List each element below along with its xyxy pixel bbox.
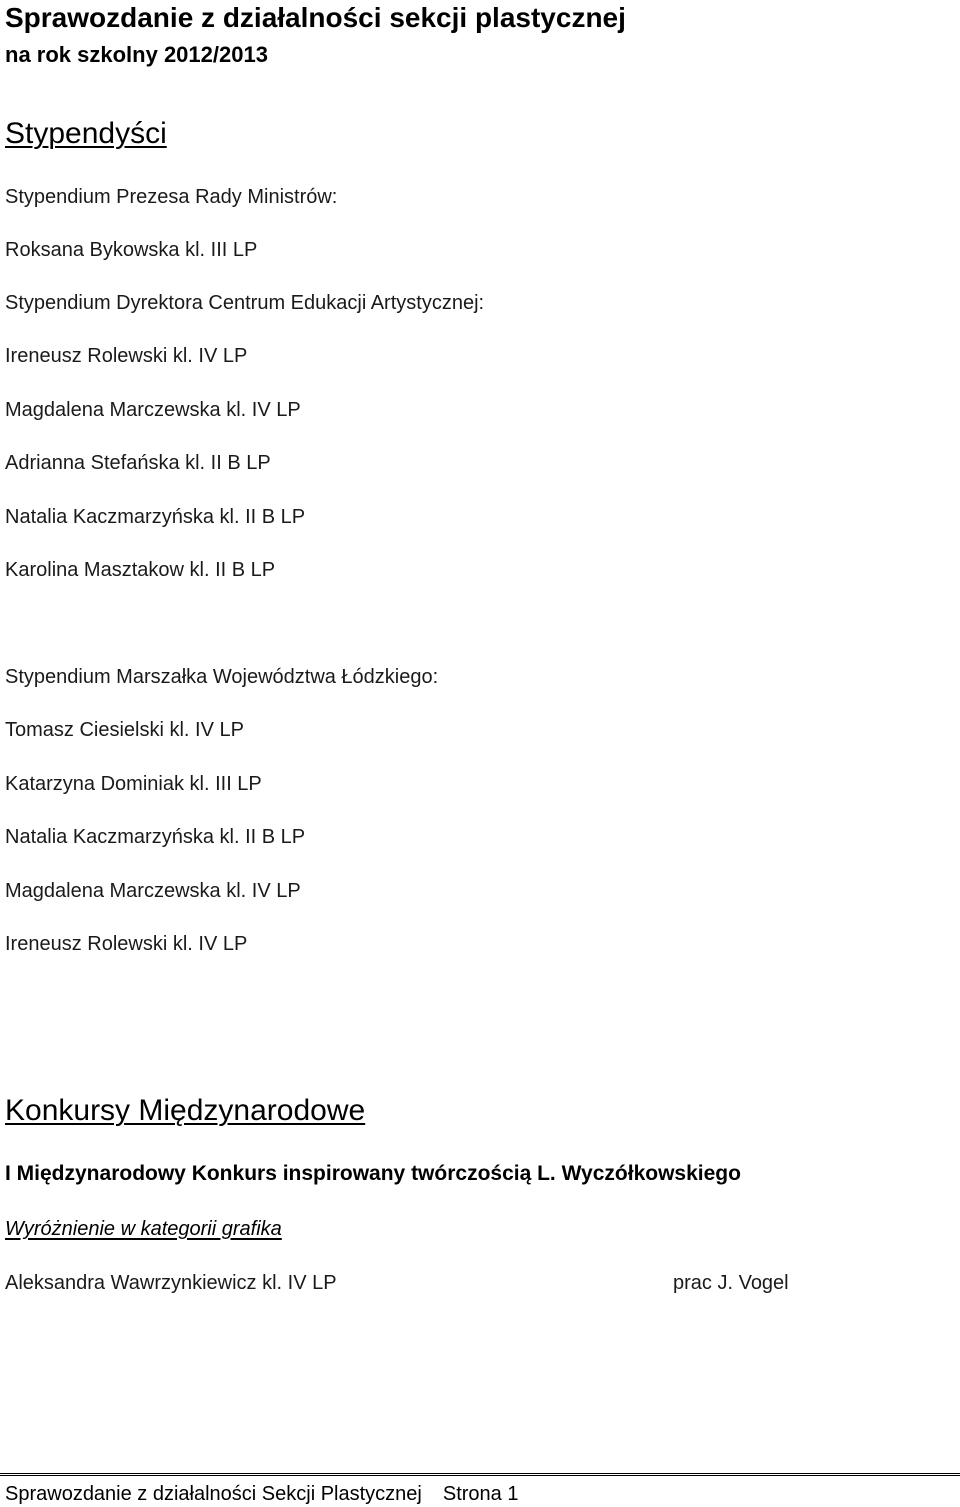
page-footer: [5, 1482, 518, 1506]
document-subtitle: na rok szkolny 2012/2013: [5, 42, 268, 67]
list-item: Ireneusz Rolewski kl. IV LP: [5, 933, 248, 955]
list-item: Natalia Kaczmarzyńska kl. II B LP: [5, 506, 306, 528]
list-item: Roksana Bykowska kl. III LP: [5, 239, 258, 261]
heading-prime-minister-scholarship: Stypendium Prezesa Rady Ministrów:: [5, 186, 338, 208]
heading-director-scholarship: Stypendium Dyrektora Centrum Edukacji Artystycznej:: [5, 292, 485, 314]
teacher-name: prac J. Vogel: [673, 1272, 789, 1294]
list-item: Karolina Masztakow kl. II B LP: [5, 559, 276, 581]
award-category: Wyróżnienie w kategorii grafika: [5, 1218, 282, 1240]
list-item: Magdalena Marczewska kl. IV LP: [5, 399, 301, 421]
footer-text: Sprawozdanie z działalności Sekcji Plastycznej: [5, 1483, 422, 1505]
list-item: Magdalena Marczewska kl. IV LP: [5, 880, 301, 902]
list-item: Katarzyna Dominiak kl. III LP: [5, 773, 262, 795]
list-item: Natalia Kaczmarzyńska kl. II B LP: [5, 826, 306, 848]
footer-divider: [0, 1473, 960, 1476]
list-item: Ireneusz Rolewski kl. IV LP: [5, 345, 248, 367]
contest-title: I Międzynarodowy Konkurs inspirowany twórczością L. Wyczółkowskiego: [5, 1162, 741, 1185]
footer-page-number: Strona 1: [442, 1483, 519, 1505]
list-item: Tomasz Ciesielski kl. IV LP: [5, 719, 244, 741]
section-heading-contests: Konkursy Międzynarodowe: [5, 1094, 366, 1127]
list-item: Adrianna Stefańska kl. II B LP: [5, 452, 271, 474]
document-title: Sprawozdanie z działalności sekcji plastycznej: [5, 2, 626, 33]
winner-name: Aleksandra Wawrzynkiewicz kl. IV LP: [5, 1272, 337, 1294]
section-heading-scholarships: Stypendyści: [5, 117, 167, 150]
heading-marshal-scholarship: Stypendium Marszałka Województwa Łódzkiego:: [5, 666, 439, 688]
